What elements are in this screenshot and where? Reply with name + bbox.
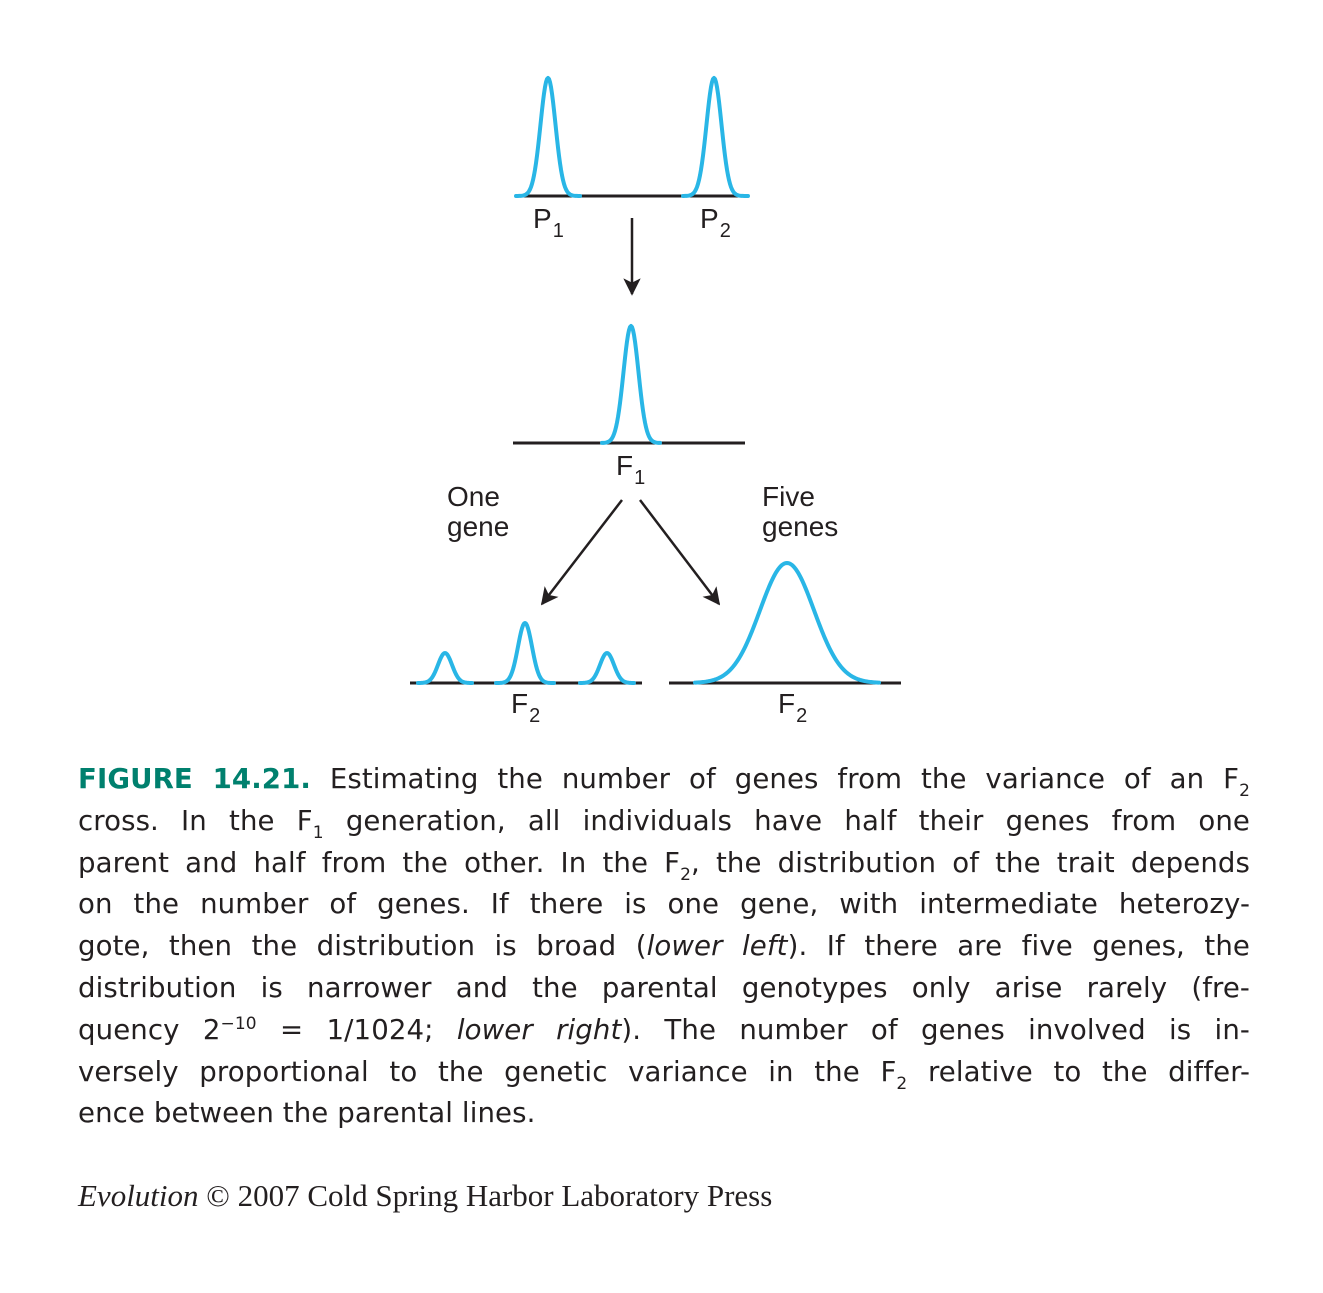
caption-line-6: distribution is narrower and the parental genotypes only arise rarely (fre- [78, 970, 1250, 1004]
f2-one-gene-middle-peak [496, 623, 554, 683]
caption-line-4: on the number of genes. If there is one gene, with intermediate heterozy- [78, 887, 1250, 921]
caption-line-9: ence between the parental lines. [78, 1096, 536, 1130]
f1-panel [513, 326, 745, 489]
f2-five-genes-label: $F_2$ [778, 688, 808, 727]
caption-line-3: parent and half from the other. In the $F_2$, the distribution of the trait depends [78, 845, 1250, 885]
one-gene-label-line2: gene [447, 511, 510, 542]
copyright-text: © 2007 Cold Spring Harbor Laboratory Press [198, 1178, 773, 1213]
f1-distribution-curve [602, 326, 660, 443]
caption-line-5: gote, then the distribution is broad (lower left). If there are five genes, the [78, 929, 1250, 963]
f1-label: $F_1$ [616, 450, 646, 489]
p1-label: $P_1$ [533, 203, 564, 242]
arrow-to-one-gene-f2 [542, 500, 622, 604]
copyright-credit [78, 1178, 772, 1214]
caption-line-1: FIGURE 14.21. Estimating the number of genes from the variance of an $F_2$ [78, 762, 1250, 801]
f2-one-gene-panel [410, 623, 642, 727]
f2-five-genes-panel [669, 563, 901, 727]
five-genes-label-line2: genes [762, 511, 839, 542]
f2-five-genes-distribution-curve [695, 563, 879, 683]
p2-distribution-curve [683, 78, 748, 196]
five-genes-label-line1: Five [762, 481, 815, 512]
caption-line-7: quency $2^{-10} = 1/1024$; lower right). The number of genes involved is in- [78, 1012, 1250, 1046]
f2-one-gene-right-peak [580, 653, 634, 683]
book-title: Evolution [78, 1178, 199, 1213]
one-gene-label-line1: One [447, 481, 500, 512]
figure-caption [78, 758, 1250, 1134]
caption-line-2: cross. In the $F_1$ generation, all individuals have half their genes from one [78, 803, 1251, 843]
p1-distribution-curve [516, 78, 580, 196]
f2-one-gene-left-peak [418, 653, 472, 683]
figure-number: FIGURE 14.21. [78, 762, 311, 795]
p2-label: $P_2$ [700, 203, 731, 242]
caption-line-8: versely proportional to the genetic variance in the $F_2$ relative to the differ- [78, 1054, 1250, 1094]
arrow-to-five-genes-f2 [640, 500, 719, 604]
parental-panel [516, 78, 748, 242]
f2-one-gene-label: $F_2$ [511, 688, 541, 727]
